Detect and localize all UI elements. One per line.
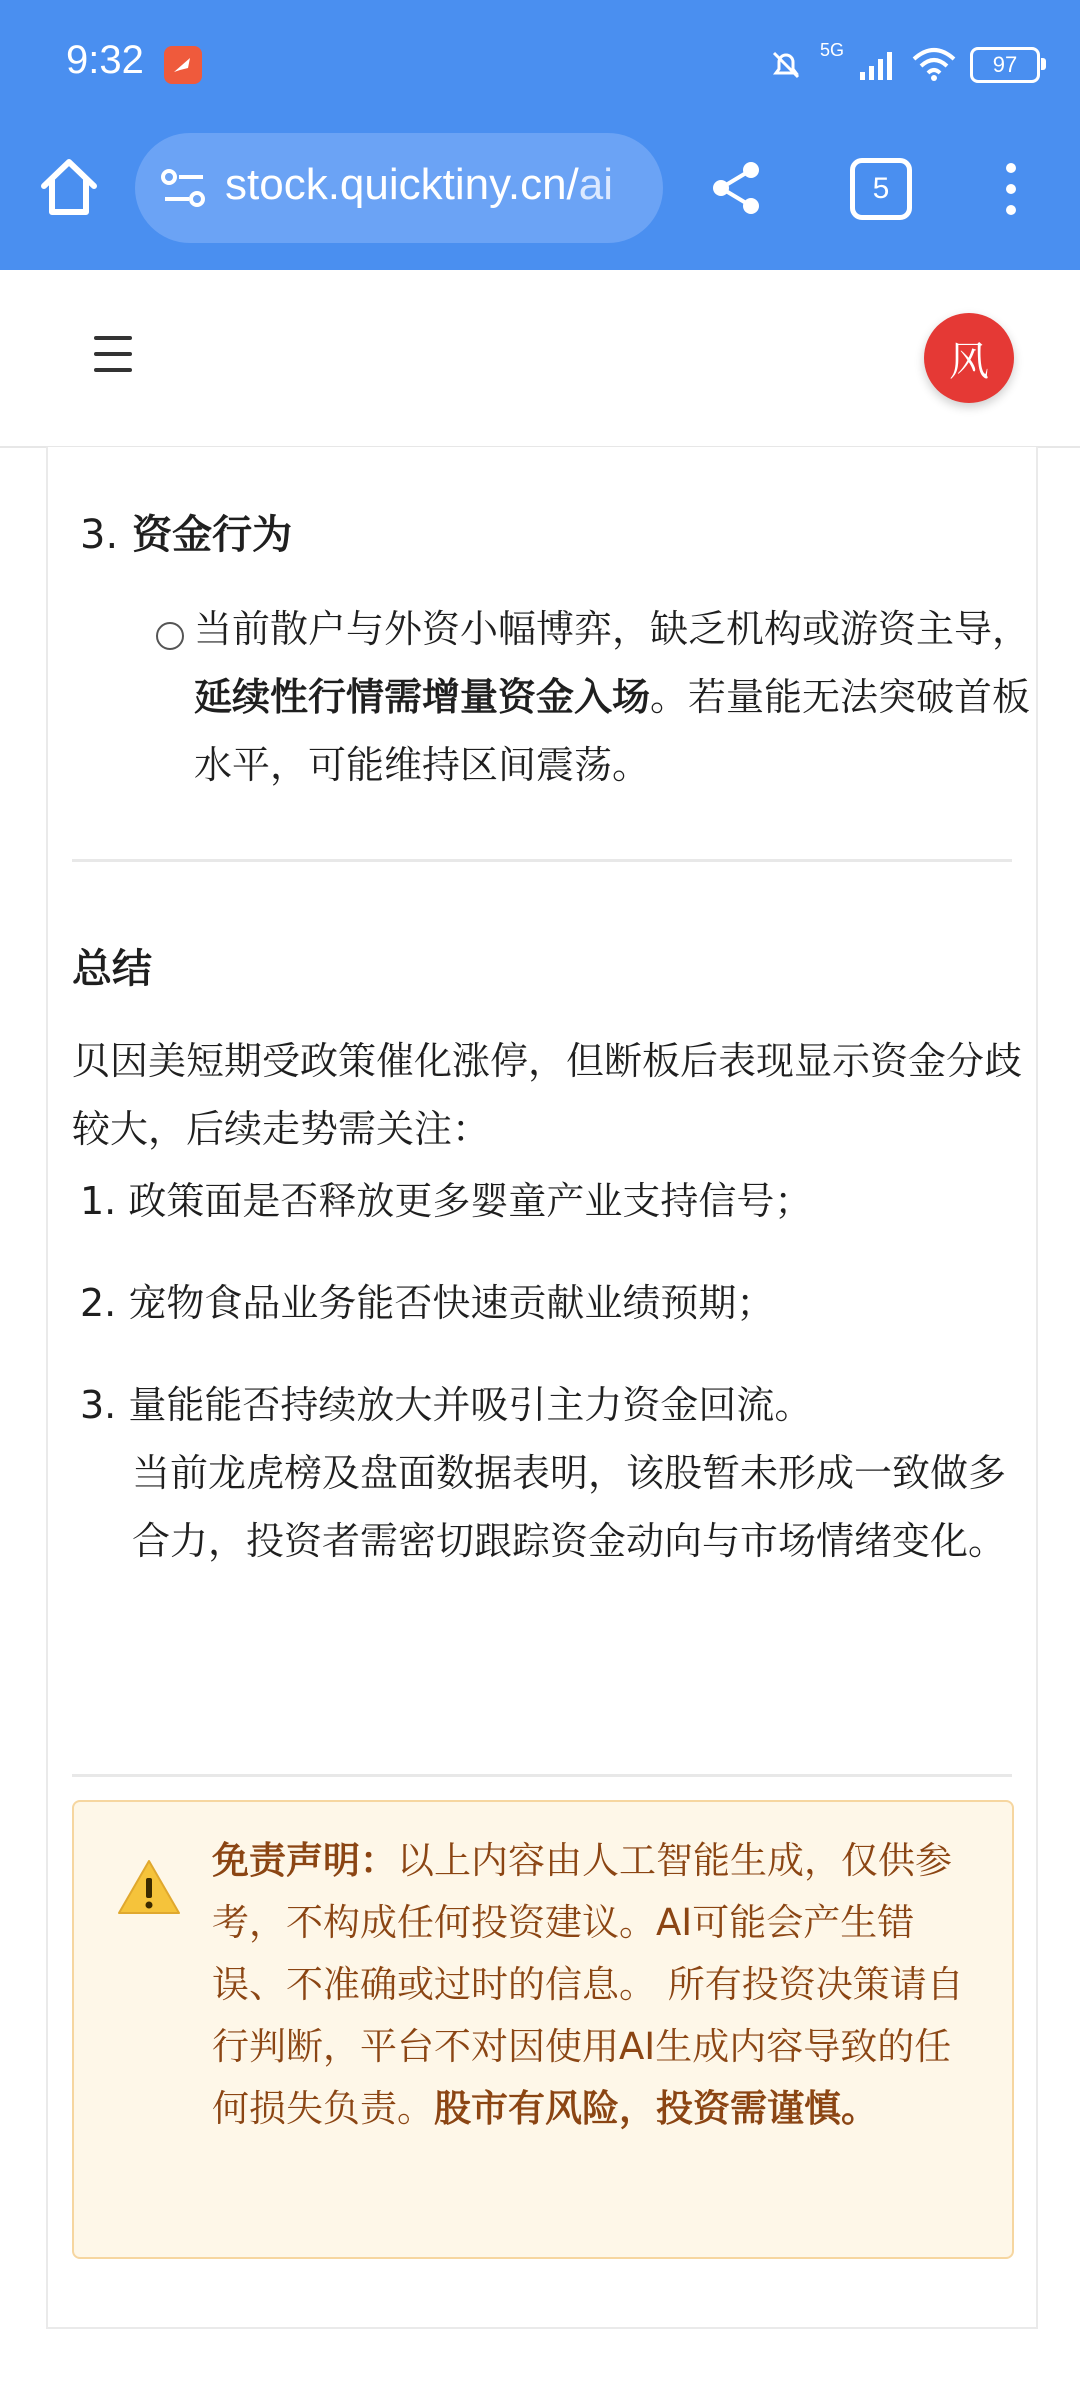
bullet-text-end: 。若量能无法突破首板水平，可能维持区间震荡。 [194,675,1031,787]
battery-icon [970,47,1040,83]
network-type: 5G [819,40,844,60]
site-settings-icon[interactable] [161,167,207,209]
signal-icon [858,48,898,82]
warning-icon [116,1858,182,1916]
tab-switcher-button[interactable]: 5 [850,158,912,220]
overflow-menu-icon[interactable] [995,160,1027,218]
list-item [80,1167,1010,1235]
home-icon[interactable] [34,152,104,222]
status-icons [766,40,1040,90]
share-icon[interactable] [705,156,769,220]
url-path: ai [578,160,614,209]
divider [72,859,1012,862]
bullet-text: 当前散户与外资小幅博弈，缺乏机构或游资主导， [194,607,1031,651]
bullet-paragraph [194,595,1044,799]
menu-icon[interactable] [94,336,132,372]
url-main: stock.quicktiny.cn/ [225,160,579,209]
disclaimer-box [72,1800,1014,2259]
url-text[interactable] [225,160,613,210]
disclaimer-text [212,1830,972,2140]
list-item-continuation: 当前龙虎榜及盘面数据表明，该股暂未形成一致做多合力，投资者需密切跟踪资金动向与市场情绪变化。 [132,1451,1007,1563]
list-number: 3. [80,1383,117,1427]
app-notification-icon [164,46,202,84]
article-card [46,447,1038,2329]
divider [72,1774,1012,1777]
summary-intro: 贝因美短期受政策催化涨停，但断板后表现显示资金分歧较大，后续走势需关注： [72,1039,1023,1151]
bullet-icon [156,622,184,650]
avatar[interactable]: 风 [924,313,1014,403]
bullet-bold-text: 延续性行情需增量资金入场 [194,675,651,719]
list-text: 政策面是否释放更多婴童产业支持信号； [128,1179,813,1223]
list-number: 2. [80,1281,117,1325]
wifi-icon [912,47,956,83]
battery-level: 97 [992,52,1018,77]
address-bar[interactable] [135,133,663,243]
disclaimer-label: 免责声明： [212,1839,397,1882]
list-item [80,1371,1010,1439]
disclaimer-emphasis: 股市有风险，投资需谨慎。 [434,2087,878,2130]
section-number: 3. [80,512,119,558]
browser-chrome [0,0,1080,270]
disclaimer-body: 以上内容由人工智能生成，仅供参考，不构成任何投资建议。AI可能会产生错误、不准确或过时的信息。 所有投资决策请自行判断，平台不对因使用AI生成内容导致的任何损失负责。 [212,1839,964,2130]
site-header [0,270,1080,448]
list-number: 1. [80,1179,117,1223]
list-text: 宠物食品业务能否快速贡献业绩预期； [128,1281,775,1325]
bell-muted-icon [766,45,806,85]
section-heading [80,503,292,560]
list-item [80,1269,1010,1337]
list-text: 量能能否持续放大并吸引主力资金回流。 [128,1383,813,1427]
summary-heading: 总结 [72,946,152,992]
status-time: 9:32 [66,38,144,82]
section-title: 资金行为 [132,512,293,558]
